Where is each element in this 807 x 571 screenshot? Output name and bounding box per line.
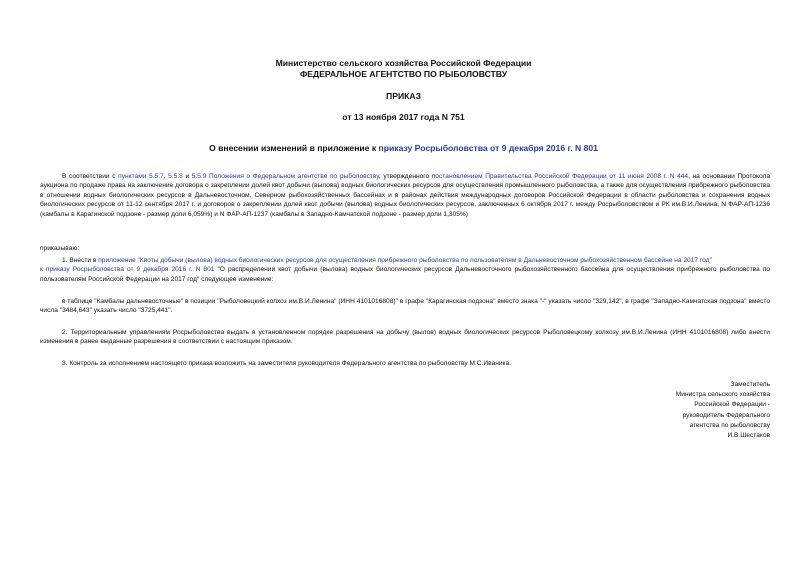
preamble-text: и	[182, 173, 192, 180]
item-1-change: в таблице "Камбалы дальневосточные" в позиции "Рыболовецкий колхоз им.В.И.Ленина" (ИНН 4101016808)" в графе "Карагинская подзона" вместо знака "-" указать число "329,142", в графе "Западно-Камчатская подзона" вместо числа "3484,643" указать число "3725,441".	[40, 298, 770, 315]
doc-type: ПРИКАЗ	[386, 91, 421, 101]
link-order-801[interactable]: к приказу Росрыболовства от 9 декабря 2016 г. N 801	[40, 266, 215, 274]
preamble-text: ,	[163, 173, 169, 180]
doc-title-link[interactable]: приказу Росрыболовства от 9 декабря 2016 г. N 801	[378, 143, 598, 153]
doc-date-number: от 13 ноября 2017 года N 751	[342, 112, 465, 122]
preamble-paragraph	[40, 172, 770, 219]
ministry-name: Министерство сельского хозяйства Российской Федерации	[275, 58, 532, 68]
doc-title	[0, 143, 807, 153]
link-quota-appendix[interactable]: приложение "Квоты добычи (вылова) водных биологических ресурсов для осуществления прибрежного рыболовства по пользователям в Дальневосточном рыбохозяйственном бассейне на 2017 год"	[98, 257, 712, 264]
signature-block	[676, 380, 770, 441]
doc-title-text: О внесении изменений в приложение к	[209, 143, 379, 153]
link-point-557[interactable]: пунктами 5.5.7	[118, 173, 164, 180]
item-1-text: "О распределении квот добычи (вылова) водных биологических ресурсов Дальневосточного рыбохозяйственного бассейна для осуществления прибрежного рыболовства по пользователям Российской Федерации на 2017 год" следующее изменение:	[40, 266, 770, 283]
signature-line: Российской Федерации -	[694, 401, 770, 409]
order-word: приказываю:	[40, 245, 80, 252]
agency-name: ФЕДЕРАЛЬНОЕ АГЕНТСТВО ПО РЫБОЛОВСТВУ	[299, 69, 508, 79]
signature-line: Министра сельского хозяйства	[675, 391, 770, 399]
signatory-name: И.В.Шестаков	[727, 432, 770, 440]
item-1-paragraph	[40, 256, 770, 284]
item-2-paragraph: 2. Территориальным управлениям Росрыболовства выдать в установленном порядке разрешения на добычу (вылов) водных биологических ресурсов Рыболовецкому колхозу им.В.И.Ленина (ИНН 4101016808) либо внести изменения в ранее выданные разрешения в соответствии с настоящим приказом.	[40, 329, 770, 346]
preamble-text: , на основании Протокола аукциона по продаже права на заключение договора о закреплении долей квот добычи (вылова) водных биологических ресурсов для осуществления промышленного рыболовства, а также для осуществления прибрежного рыболовства в отношении водных биологических ресурсов в Дальневосточном, Северном рыбохозяйственных бассейнах и в районах действия международных договоров Российской Федерации в области рыболовства и сохранения водных биологических ресурсов от 11-12 сентября 2017 г. и договоров о закреплении долей квот добычи (вылова) водных биологических ресурсов, заключенных 6 октября 2017 г. между Росрыболовством и РК им.В.И.Ленина, N ФАР-АП-1236 (камбалы в Карагинской подзоне - размер доли 6,059%) и N ФАР-АП-1237 (камбалы в Западно-Камчатской подзоне - размер доли 1,305%)	[40, 173, 770, 218]
preamble-text: В соответствии с	[62, 173, 119, 180]
link-regulation[interactable]: 5.5.9 Положения о Федеральном агентстве по рыболовству	[191, 173, 379, 180]
item-1-text: 1. Внести в	[62, 257, 99, 264]
link-point-558[interactable]: 5.5.8	[168, 173, 183, 180]
link-government-decree[interactable]: постановлением Правительства Российской Федерации от 11 июня 2008 г. N 444	[431, 173, 689, 180]
signature-line: руководитель Федерального	[682, 411, 770, 419]
item-3-paragraph: 3. Контроль за исполнением настоящего приказа возложить на заместителя руководителя Федерального агентства по рыболовству М.С.Иваника.	[62, 360, 512, 367]
signature-line: Заместитель	[730, 381, 770, 388]
signature-line: агентства по рыболовству	[689, 421, 770, 429]
preamble-text: , утвержденного	[378, 173, 432, 180]
